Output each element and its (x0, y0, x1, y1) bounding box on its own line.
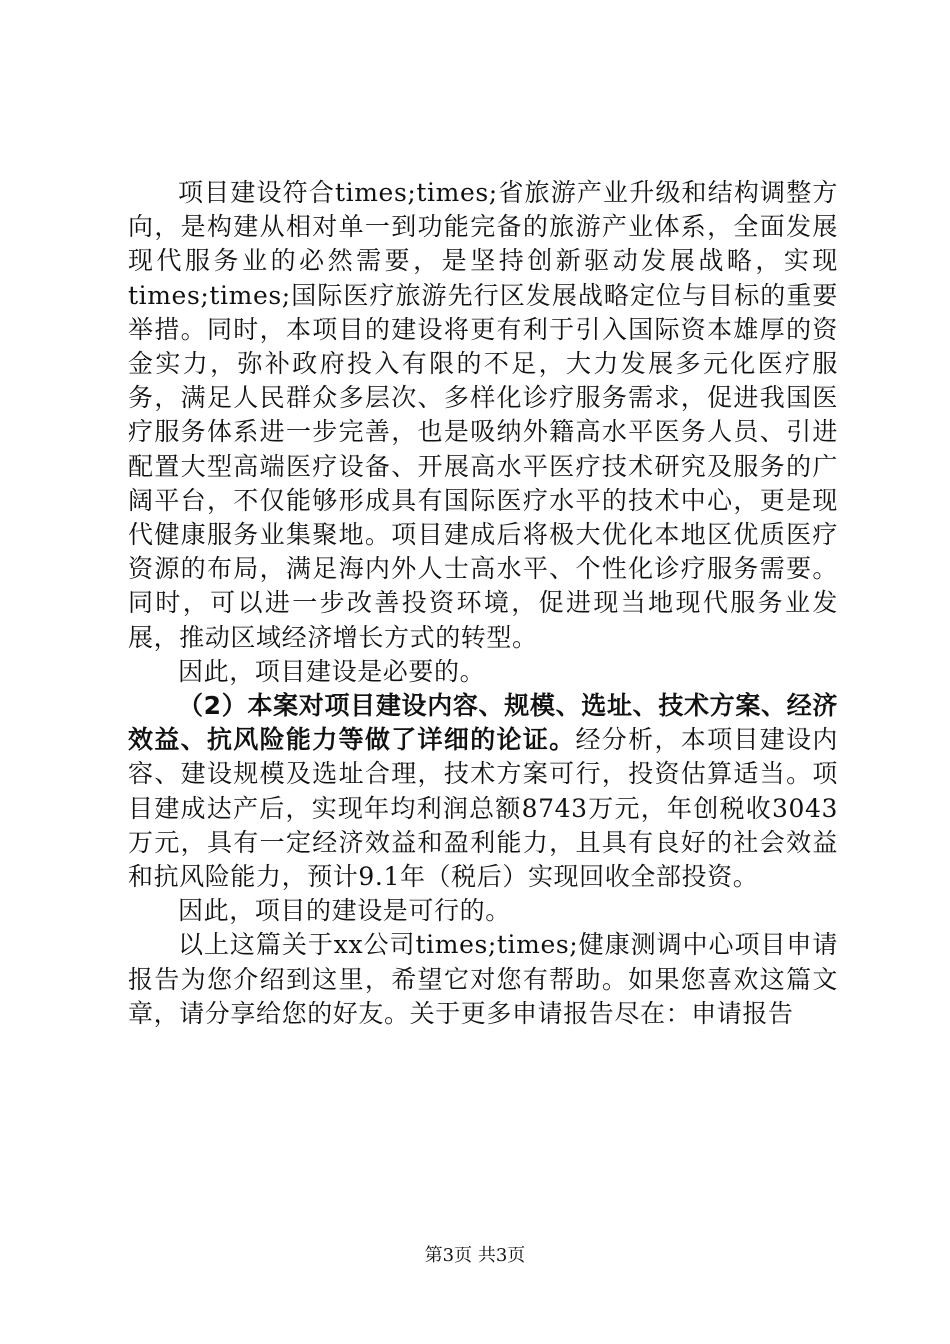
paragraph-3 (128, 689, 838, 894)
paragraph-1-text: 项目建设符合times;times;省旅游产业升级和结构调整方向，是构建从相对单一到功能完备的旅游产业体系，全面发展现代服务业的必然需要，是坚持创新驱动发展战略，实现times;times;国际医疗旅游先行区发展战略定位与目标的重要举措。同时，本项目的建设将更有利于引入国际资本雄厚的资金实力，弥补政府投入有限的不足，大力发展多元化医疗服务，满足人民群众多层次、多样化诊疗服务需求，促进我国医疗服务体系进一步完善，也是吸纳外籍高水平医务人员、引进配置大型高端医疗设备、开展高水平医疗技术研究及服务的广阔平台，不仅能够形成具有国际医疗水平的技术中心，更是现代健康服务业集聚地。项目建成后将极大优化本地区优质医疗资源的布局，满足海内外人士高水平、个性化诊疗服务需要。同时，可以进一步改善投资环境，促进现当地现代服务业发展，推动区域经济增长方式的转型。 (128, 178, 838, 652)
paragraph-3-text: 经分析，本项目建设内容、建设规模及选址合理，技术方案可行，投资估算适当。项目建成达产后，实现年均利润总额8743万元，年创税收3043万元，具有一定经济效益和盈利能力，且具有良好的社会效益和抗风险能力，预计9.1年（税后）实现回收全部投资。 (128, 725, 838, 892)
paragraph-5-text: 以上这篇关于xx公司times;times;健康测调中心项目申请报告为您介绍到这里，希望它对您有帮助。如果您喜欢这篇文章，请分享给您的好友。关于更多申请报告尽在：申请报告 (128, 930, 838, 1028)
document-body (128, 176, 838, 1031)
paragraph-4 (128, 894, 838, 928)
paragraph-5 (128, 928, 838, 1031)
paragraph-1 (128, 176, 838, 655)
paragraph-2 (128, 655, 838, 689)
page-number-label: 第3页 共3页 (424, 1245, 526, 1266)
paragraph-2-text: 因此，项目建设是必要的。 (178, 656, 486, 686)
page-footer (0, 1244, 950, 1268)
paragraph-3-bold-lead: （2）本案对项目建设内容、规模、选址、技术方案、经济效益、抗风险能力等做了详细的论证。 (128, 691, 838, 755)
paragraph-4-text: 因此，项目的建设是可行的。 (178, 896, 511, 926)
